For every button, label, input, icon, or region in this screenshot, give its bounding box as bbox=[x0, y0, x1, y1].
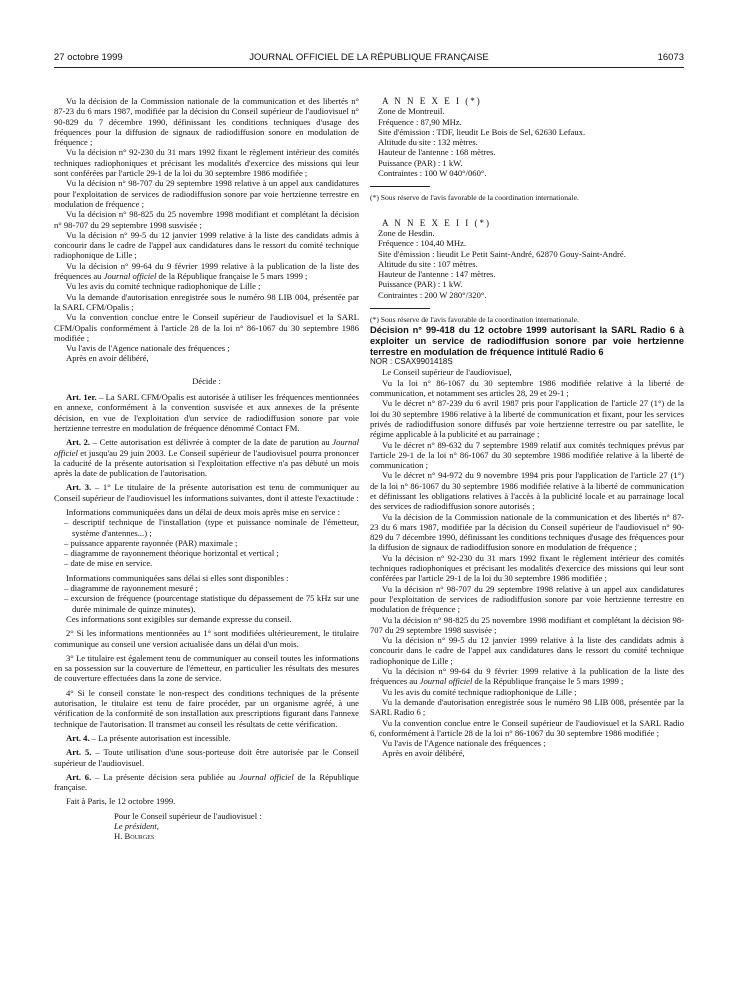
decision-intro: Le Conseil supérieur de l'audiovisuel, bbox=[382, 367, 512, 378]
article-3: Art. 3. – 1° Le titulaire de la présente autorisation est tenu de communiquer au Conseil supérieur de l'audiovisuel les informations suivantes, dont il atteste l'exactitude : bbox=[54, 482, 360, 503]
visa-paragraph: Vu le décret n° 94-972 du 9 novembre 1994 pris pour l'application de l'article 27 (1°) de la loi n° 86-1067 du 30 septembre 1986 modifiée relative à la liberté de communication et définissant les obligations relatives à l'accès à la publicité locale et au parrainage local des services de radiodiffusion sonore autorisés ; bbox=[370, 470, 684, 512]
annex-line: Altitude du site : 107 mètres. bbox=[378, 258, 478, 269]
header-page-number: 16073 bbox=[657, 52, 684, 63]
visa-paragraph-jo: Vu la décision n° 99-64 du 9 février 1999 relative à la publication de la liste des fréquences au Journal officiel de la République française le 5 mars 1999 ; bbox=[54, 260, 359, 282]
annex-line: Contraintes : 200 W 280°/320°. bbox=[378, 289, 487, 300]
visa-paragraph: Vu la décision n° 99-5 du 12 janvier 1999 relative à la liste des candidats admis à concourir dans le cadre de l'appel aux candidatures dans le ressort du comité technique radiophonique de Lille ; bbox=[370, 635, 684, 666]
annex-line: Site d'émission : lieudit Le Petit Saint-André, 62870 Gouy-Saint-André. bbox=[378, 248, 626, 259]
decide-heading: Décide : bbox=[192, 375, 221, 386]
visa-paragraph: Vu la loi n° 86-1067 du 30 septembre 1986 modifiée relative à la liberté de communication, et notamment ses articles 28, 29 et 29-1 ; bbox=[370, 377, 684, 399]
signature-role: Le président, bbox=[114, 821, 159, 831]
header-journal-title: JOURNAL OFFICIEL DE LA RÉPUBLIQUE FRANÇAISE bbox=[249, 52, 489, 63]
visa-paragraph: Vu la demande d'autorisation enregistrée sous le numéro 98 LIB 004, présentée par la SARL CFM/Opalis ; bbox=[54, 291, 359, 312]
left-column bbox=[54, 96, 359, 842]
visa-paragraph: Vu le décret n° 87-239 du 6 avril 1987 pris pour l'application de l'article 27 (1°) de la loi du 30 septembre 1986 relative à la liberté de communication et fixant, pour les services privés de radiodiffusion sonore diffusés par voie hertzienne terrestre ou par satellite, le régime applicable à la publicité et au parrainage ; bbox=[370, 398, 684, 440]
done-at: Fait à Paris, le 12 octobre 1999. bbox=[66, 796, 176, 807]
visa-paragraph: Vu les avis du comité technique radiophonique de Lille ; bbox=[382, 686, 577, 697]
info1-intro: Informations communiquées dans un délai de deux mois après mise en service : bbox=[66, 506, 340, 517]
right-column bbox=[370, 96, 684, 759]
signature-for: Pour le Conseil supérieur de l'audiovisuel : bbox=[114, 810, 262, 821]
visa-paragraph: Vu la décision n° 98-707 du 29 septembre 1998 relative à un appel aux candidatures pour l'exploitation de services de radiodiffusion sonore par voie hertzienne terrestre en modulation de fréquence ; bbox=[370, 583, 684, 615]
info-demand: Ces informations sont exigibles sur demande expresse du conseil. bbox=[66, 613, 292, 624]
visa-paragraph: Vu la décision n° 98-707 du 29 septembre 1998 relative à un appel aux candidatures pour l'exploitation de services de radiodiffusion sonore par voie hertzienne terrestre en modulation de fréquence ; bbox=[54, 178, 359, 209]
annex-line: Hauteur de l'antenne : 147 mètres. bbox=[378, 269, 496, 280]
header-rule bbox=[54, 67, 684, 68]
visa-paragraph: Vu la convention conclue entre le Conseil supérieur de l'audiovisuel et la SARL CFM/Opalis conformément à l'article 28 de la loi n° 86-1067 du 30 septembre 1986 modifiée ; bbox=[54, 312, 359, 343]
article-5: Art. 5. – Toute utilisation d'une sous-porteuse doit être autorisée par le Conseil supérieur de l'audiovisuel. bbox=[54, 747, 359, 768]
info1-list bbox=[54, 517, 359, 568]
annex-2-footnote: (*) Sous réserve de l'avis favorable de la coordination internationale. bbox=[370, 315, 579, 325]
visa-paragraph: Vu l'avis de l'Agence nationale des fréquences ; bbox=[382, 738, 546, 749]
info2-list bbox=[54, 583, 359, 614]
page-header bbox=[54, 52, 684, 66]
visa-paragraph: Vu la décision de la Commission nationale de la communication et des libertés n° 87-23 du 6 mars 1987, modifiée par la décision du Conseil supérieur de l'audiovisuel n° 90-829 du 7 décembre 1990, définissant les conditions techniques d'usage des fréquences pour la diffusion de signaux de radiodiffusion sonore en modulation de fréquence ; bbox=[54, 96, 359, 148]
nor-reference: NOR : CSAX9901418S bbox=[370, 357, 453, 367]
visa-paragraph: Vu la demande d'autorisation enregistrée sous le numéro 98 LIB 008, présentée par la SARL Radio 6 ; bbox=[370, 696, 684, 718]
list-item: – date de mise en service. bbox=[64, 558, 153, 569]
annex-2-title: A N N E X E I I (*) bbox=[382, 217, 491, 228]
article-3-point-2: 2° Si les informations mentionnées au 1° sont modifiées ultérieurement, le titulaire communique au conseil une version actualisée dans un délai d'un mois. bbox=[54, 628, 359, 649]
visa-paragraph: Vu la décision n° 99-5 du 12 janvier 1999 relative à la liste des candidats admis à concourir dans le cadre de l'appel aux candidatures dans le ressort du comité technique radiophonique de Lille ; bbox=[54, 229, 359, 261]
annex-1-title: A N N E X E I (*) bbox=[382, 96, 482, 106]
visa-paragraph: Après en avoir délibéré, bbox=[382, 748, 465, 759]
decision-title: Décision n° 99-418 du 12 octobre 1999 autorisant la SARL Radio 6 à exploiter un service de radiodiffusion sonore par voie hertzienne terrestre en modulation de fréquence intitulé Radio 6 bbox=[370, 325, 684, 357]
visa-paragraph: Vu la décision n° 98-825 du 25 novembre 1998 modifiant et complétant la décision n° 98-707 du 29 septembre 1998 susvisée ; bbox=[54, 209, 359, 230]
annex-line: Site d'émission : TDF, lieudit Le Bois de Sel, 62630 Lefaux. bbox=[378, 126, 586, 137]
article-2: Art. 2. – Cette autorisation est délivrée à compter de la date de parution au Journal officiel et jusqu'au 29 juin 2003. Le Conseil supérieur de l'audiovisuel pourra prononcer la caducité de la présente autorisation si l'exploitation effective n'a pas débuté un mois après la date de publication de l'autorisation. bbox=[54, 437, 360, 479]
annex-line: Hauteur de l'antenne : 168 mètres. bbox=[378, 147, 496, 158]
visa-paragraph: Vu le décret n° 89-632 du 7 septembre 1989 relatif aux comités techniques prévus par l'article 29-1 de la loi n° 86-1067 du 30 septembre 1986 modifiée relative à la liberté de communication ; bbox=[370, 439, 684, 471]
annex-1-footnote: (*) Sous réserve de l'avis favorable de la coordination internationale. bbox=[370, 193, 579, 203]
list-item: – diagramme de rayonnement mesuré ; bbox=[64, 583, 198, 594]
header-date: 27 octobre 1999 bbox=[54, 52, 123, 63]
annex-line: Altitude du site : 132 mètres. bbox=[378, 137, 478, 148]
annex-line: Puissance (PAR) : 1 kW. bbox=[378, 157, 463, 168]
left-visas bbox=[54, 96, 359, 364]
visa-paragraph: Vu la convention conclue entre le Conseil supérieur de l'audiovisuel et la SARL Radio 6, conformément à l'article 28 de la loi n° 86-1067 du 30 septembre 1986 modifiée ; bbox=[370, 717, 684, 738]
annex-line: Contraintes : 100 W 040°/060°. bbox=[378, 168, 487, 179]
visa-paragraph: Après en avoir délibéré, bbox=[66, 353, 149, 364]
annex-line: Fréquence : 104,40 MHz. bbox=[378, 238, 467, 249]
annex-2-body bbox=[370, 228, 684, 300]
annex-line: Zone de Hesdin. bbox=[378, 227, 435, 238]
visa-paragraph: Vu l'avis de l'Agence nationale des fréquences ; bbox=[66, 343, 230, 354]
article-4: Art. 4. – La présente autorisation est incessible. bbox=[66, 732, 231, 743]
footnote-separator bbox=[370, 186, 430, 187]
list-item: – descriptif technique de l'installation (type et puissance nominale de l'émetteur, système d'antennes...) ; bbox=[64, 517, 359, 538]
annex-line: Puissance (PAR) : 1 kW. bbox=[378, 279, 463, 290]
visa-paragraph: Vu la décision de la Commission nationale de la communication et des libertés n° 87-23 du 6 mars 1987, modifiée par la décision du Conseil supérieur de l'audiovisuel n° 90-829 du 7 décembre 1990, définissant les conditions techniques d'usage des fréquences pour la diffusion de signaux de radiodiffusion sonore en modulation de fréquence ; bbox=[370, 511, 684, 553]
list-item: – puissance apparente rayonnée (PAR) maximale ; bbox=[64, 537, 238, 548]
info2-intro: Informations communiquées sans délai si elles sont disponibles : bbox=[66, 572, 289, 583]
annex-1-body bbox=[370, 106, 684, 178]
visa-paragraph-jo: Vu la décision n° 99-64 du 9 février 1999 relative à la publication de la liste des fréquences au Journal officiel de la République française le 5 mars 1999 ; bbox=[370, 666, 684, 687]
visa-paragraph: Vu la décision n° 92-230 du 31 mars 1992 fixant le règlement intérieur des comités techniques radiophoniques et précisant les modalités d'exercice des missions qui leur sont conférées par l'article 29-1 de la loi du 30 septembre 1986 modifiée ; bbox=[54, 147, 359, 179]
visa-paragraph: Vu la décision n° 98-825 du 25 novembre 1998 modifiant et complétant la décision 98-707 du 29 septembre 1998 susvisée ; bbox=[370, 614, 684, 635]
annex-line: Fréquence : 87,90 MHz. bbox=[378, 116, 462, 127]
list-item: – excursion de fréquence (pourcentage statistique du dépassement de 75 kHz sur une durée minimale de quinze minutes). bbox=[64, 593, 359, 614]
footnote-separator bbox=[370, 308, 430, 309]
visa-paragraph: Vu la décision n° 92-230 du 31 mars 1992 fixant le règlement intérieur des comités techniques radiophoniques et précisant les modalités d'exercice des missions qui leur sont conférées par l'article 29-1 de la loi du 30 septembre 1986 modifiée ; bbox=[370, 552, 684, 584]
visa-paragraph: Vu les avis du comité technique radiophonique de Lille ; bbox=[66, 281, 261, 292]
article-6: Art. 6. – La présente décision sera publiée au Journal officiel de la République française. bbox=[54, 771, 359, 793]
article-3-point-4: 4° Si le conseil constate le non-respect des conditions techniques de la présente autorisation, le titulaire est tenu de faire procéder, par un organisme agréé, à une vérification de la conformité de son installation aux prescriptions figurant dans l'annexe technique de l'autorisation. Il transmet au conseil les résultats de cette vérification. bbox=[54, 687, 359, 729]
article-1: Art. 1er. – La SARL CFM/Opalis est autorisée à utiliser les fréquences mentionnées en annexe, conformément à la convention susvisée et aux annexes de la présente décision, en vue de l'exploitation d'un service de radiodiffusion sonore par voie hertzienne terrestre en modulation de fréquence dénommé Contact FM. bbox=[54, 392, 359, 433]
annex-line: Zone de Montreuil. bbox=[378, 106, 445, 117]
article-3-point-3: 3° Le titulaire est également tenu de communiquer au conseil toutes les informations en sa possession sur la couverture de l'émetteur, en particulier les résultats des mesures de couverture effectuées dans la zone de service. bbox=[54, 652, 359, 684]
signature-name: H. Bourges bbox=[114, 831, 155, 842]
list-item: – diagramme de rayonnement théorique horizontal et vertical ; bbox=[64, 548, 279, 559]
